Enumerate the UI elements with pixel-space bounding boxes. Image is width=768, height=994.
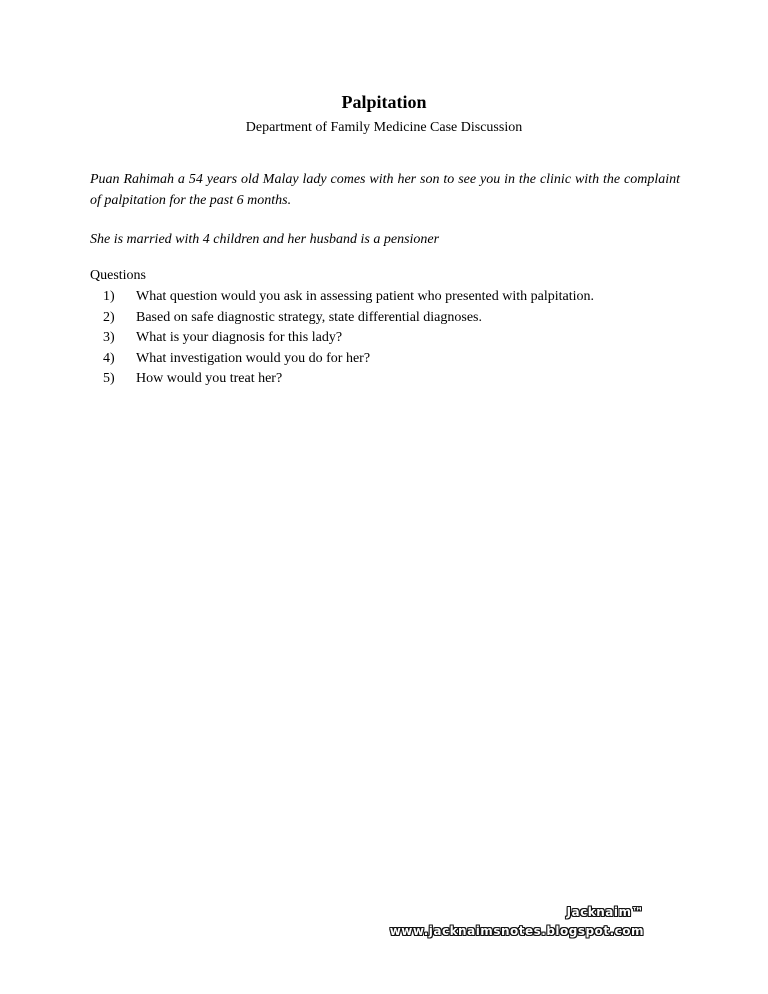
case-paragraph-2: She is married with 4 children and her husband is a pensioner xyxy=(90,232,440,247)
footer-url-watermark: www.jacknaimsnotes.blogspot.com xyxy=(389,924,644,938)
question-text: What is your diagnosis for this lady? xyxy=(136,330,343,345)
questions-list xyxy=(90,287,594,390)
question-number: 2) xyxy=(103,309,115,325)
page-title: Palpitation xyxy=(341,92,427,112)
question-item xyxy=(90,308,594,329)
question-text: Based on safe diagnostic strategy, state differential diagnoses. xyxy=(136,309,483,325)
footer-brand-watermark: Jacknaim™ xyxy=(566,905,644,919)
question-item xyxy=(90,349,594,370)
page-subtitle: Department of Family Medicine Case Discussion xyxy=(245,120,523,135)
question-number: 4) xyxy=(103,350,115,366)
question-item xyxy=(90,369,594,390)
question-text: What investigation would you do for her? xyxy=(136,350,371,366)
question-number: 5) xyxy=(103,371,115,386)
question-number: 1) xyxy=(103,289,115,304)
question-item xyxy=(90,328,594,349)
question-text: What question would you ask in assessing patient who presented with palpitation. xyxy=(136,289,595,304)
question-text: How would you treat her? xyxy=(136,371,283,386)
question-item xyxy=(90,287,594,308)
question-number: 3) xyxy=(103,330,115,345)
case-paragraph-1: Puan Rahimah a 54 years old Malay lady comes with her son to see you in the clinic with the complaint of palpitation for the past 6 months. xyxy=(90,172,680,208)
questions-heading: Questions xyxy=(90,268,146,283)
